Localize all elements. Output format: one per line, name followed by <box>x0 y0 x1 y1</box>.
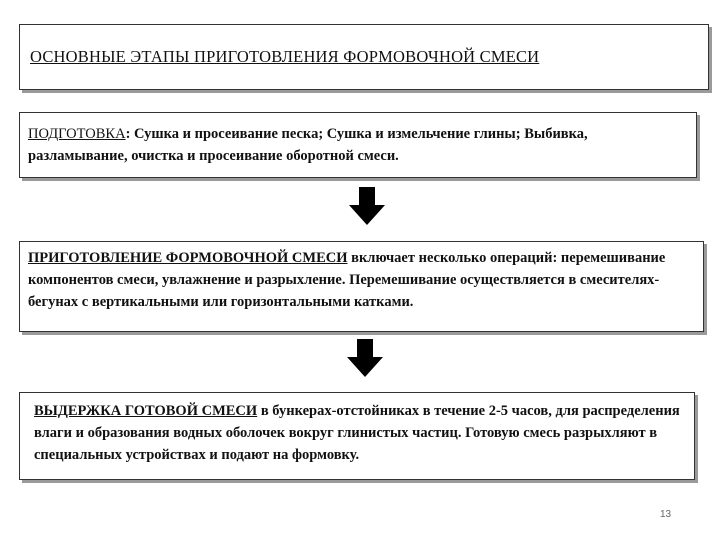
arrow-down-icon <box>347 339 383 377</box>
stage-text: : Сушка и просеивание песка; Сушка и измельчение глины; Выбивка, разламывание, очистка и просеивание оборотной смеси. <box>28 126 588 164</box>
page-number: 13 <box>660 509 672 520</box>
stage-heading: ПРИГОТОВЛЕНИЕ ФОРМОВОЧНОЙ СМЕСИ <box>28 250 348 266</box>
stage-preparation <box>19 112 697 178</box>
slide-title: ОСНОВНЫЕ ЭТАПЫ ПРИГОТОВЛЕНИЯ ФОРМОВОЧНОЙ СМЕСИ <box>30 47 540 66</box>
stage-aging <box>19 392 695 480</box>
stage-heading: ПОДГОТОВКА <box>28 126 126 142</box>
stage-text: включает несколько операций: перемешивание компонентов смеси, увлажнение и разрыхление. Перемешивание осуществляется в смесителях-бегунах с вертикальными или горизонтальными катками. <box>28 250 666 310</box>
stage-text: в бункерах-отстойниках в течение 2-5 часов, для распределения влаги и образования водных оболочек вокруг глинистых частиц. Готовую смесь разрыхляют в специальных устройствах и подают на формовку. <box>34 403 680 463</box>
title-box <box>19 24 709 90</box>
stage-heading: ВЫДЕРЖКА ГОТОВОЙ СМЕСИ <box>34 403 258 419</box>
arrow-down-icon <box>349 187 385 225</box>
stage-mixing <box>19 241 704 332</box>
